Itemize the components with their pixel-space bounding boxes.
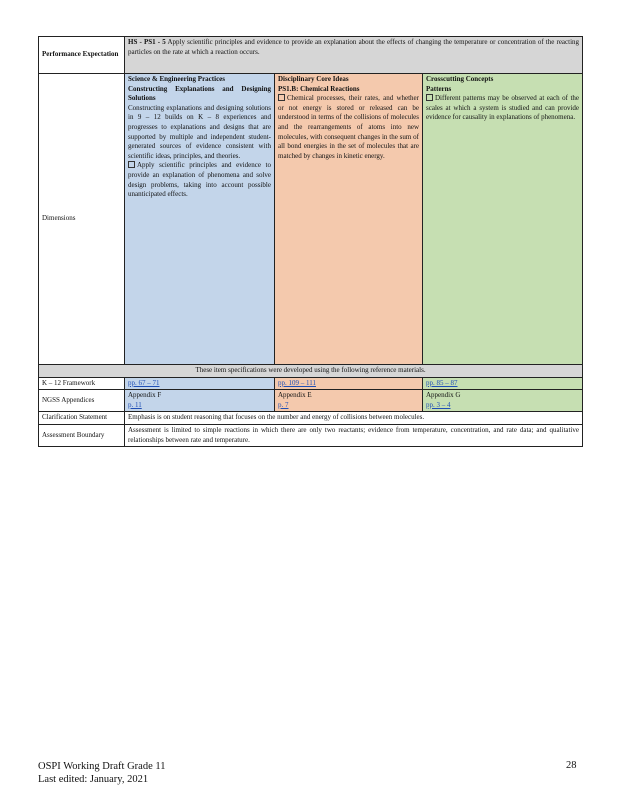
ngss-dci-page-link[interactable]: p. 7 bbox=[278, 400, 289, 409]
performance-expectation-row bbox=[39, 37, 583, 74]
item-specification-table bbox=[38, 36, 583, 447]
clarification-text: Emphasis is on student reasoning that focuses on the number and energy of collisions between molecules. bbox=[125, 412, 583, 425]
ngss-appendices-label: NGSS Appendices bbox=[39, 390, 125, 412]
k12-dci-link[interactable]: pp. 109 – 111 bbox=[278, 378, 316, 387]
sep-cell bbox=[125, 74, 275, 365]
assessment-boundary-label: Assessment Boundary bbox=[39, 424, 125, 446]
ngss-sep-page-link[interactable]: p. 11 bbox=[128, 400, 142, 409]
sep-bullet-item bbox=[128, 161, 271, 199]
sep-subtitle: Constructing Explanations and Designing Solutions bbox=[128, 84, 271, 103]
ccc-bullet-item bbox=[426, 94, 579, 123]
reference-notice-row bbox=[39, 365, 583, 378]
performance-expectation-label: Performance Expectation bbox=[39, 37, 125, 74]
page-number: 28 bbox=[566, 760, 577, 771]
k12-ccc-link[interactable]: pp. 85 – 87 bbox=[426, 378, 458, 387]
clarification-row bbox=[39, 412, 583, 425]
checkbox-bullet-icon bbox=[128, 161, 135, 168]
dci-cell bbox=[275, 74, 423, 365]
assessment-boundary-row bbox=[39, 424, 583, 446]
k12-sep-link[interactable]: pp. 67 – 71 bbox=[128, 378, 160, 387]
dimensions-row bbox=[39, 74, 583, 365]
ngss-ccc-page-link[interactable]: pp. 3 – 4 bbox=[426, 400, 451, 409]
dci-bullet-item bbox=[278, 94, 419, 161]
sep-bullet-text: Apply scientific principles and evidence to provide an explanation of phenomena and solve design problems, taking into account possible unanticipated effects. bbox=[128, 161, 271, 199]
checkbox-bullet-icon bbox=[426, 94, 433, 101]
k12-framework-row bbox=[39, 377, 583, 390]
reference-notice: These item specifications were developed using the following reference materials. bbox=[39, 365, 583, 378]
ccc-subtitle: Patterns bbox=[426, 84, 452, 93]
k12-framework-label: K – 12 Framework bbox=[39, 377, 125, 390]
checkbox-bullet-icon bbox=[278, 94, 285, 101]
ccc-title: Crosscutting Concepts bbox=[426, 75, 494, 83]
ngss-ccc-appendix: Appendix G bbox=[426, 391, 461, 400]
ngss-dci-appendix: Appendix E bbox=[278, 391, 312, 400]
dimensions-label: Dimensions bbox=[39, 74, 125, 365]
dci-title: Disciplinary Core Ideas bbox=[278, 75, 349, 83]
page-footer bbox=[38, 760, 165, 786]
footer-draft-label: OSPI Working Draft Grade 11 bbox=[38, 761, 166, 772]
ngss-sep-appendix: Appendix F bbox=[128, 391, 162, 400]
ccc-bullet-text: Different patterns may be observed at each of the scales at which a system is studied and can provide evidence for causality in explanations of phenomena. bbox=[426, 94, 580, 122]
performance-expectation-cell bbox=[125, 37, 583, 74]
clarification-label: Clarification Statement bbox=[39, 412, 125, 425]
sep-title: Science & Engineering Practices bbox=[128, 75, 226, 83]
sep-intro: Constructing explanations and designing solutions in 9 – 12 builds on K – 8 experiences and progresses to explanations and designs that are supported by multiple and independent student-generated sources of evidence consistent with scientific ideas, principles, and theories. bbox=[128, 103, 271, 160]
performance-expectation-code: HS - PS1 - 5 bbox=[128, 38, 166, 46]
ngss-appendices-row bbox=[39, 390, 583, 412]
assessment-boundary-text: Assessment is limited to simple reactions in which there are only two reactants; evidence from temperature, concentration, and rate data; and qualitative relationships between rate and temperature. bbox=[125, 424, 583, 446]
dci-subtitle: PS1.B: Chemical Reactions bbox=[278, 84, 360, 93]
footer-edited-date: Last edited: January, 2021 bbox=[38, 774, 149, 785]
ccc-cell bbox=[423, 74, 583, 365]
performance-expectation-text: Apply scientific principles and evidence to provide an explanation about the effects of changing the temperature or concentration of the reacting particles on the rate at which a reaction occurs. bbox=[128, 38, 580, 56]
dci-bullet-text: Chemical processes, their rates, and whether or not energy is stored or released can be understood in terms of the collisions of molecules and the rearrangements of atoms into new molecules, with consequent changes in the sum of all bond energies in the set of molecules that are matched by changes in kinetic energy. bbox=[278, 94, 419, 160]
